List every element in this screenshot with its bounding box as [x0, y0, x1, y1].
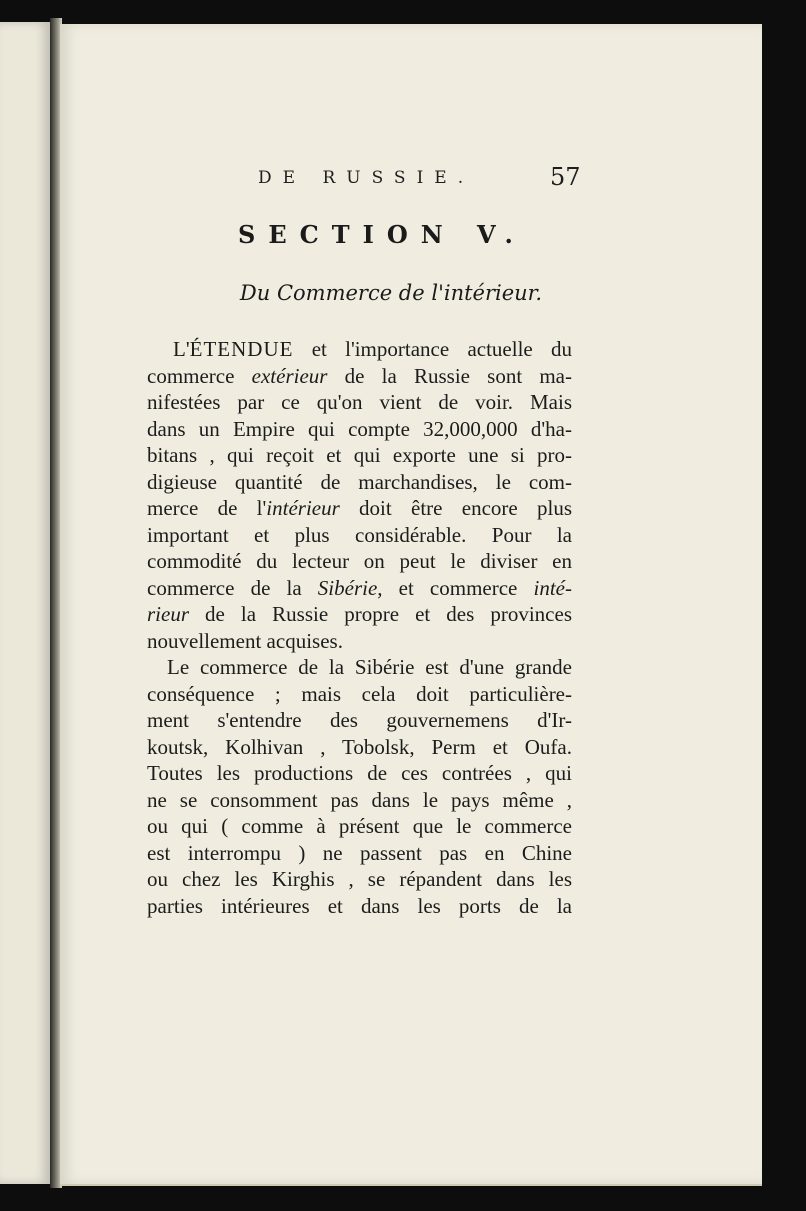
text-line: important et plus considérable. Pour la [147, 522, 572, 547]
text-line: ne se consomment pas dans le pays même , [147, 787, 572, 812]
text-line: commerce extérieur de la Russie sont ma- [147, 363, 573, 388]
text-line: L'ÉTENDUE et l'importance actuelle du [173, 337, 572, 361]
text-line: Le commerce de la Sibérie est d'une grande [167, 655, 572, 679]
text-line: ment s'entendre des gouvernemens d'Ir- [147, 708, 572, 732]
paragraph-2 [147, 654, 572, 919]
page-number: 57 [550, 163, 581, 191]
text-line: Toutes les productions de ces contrées , qui [147, 761, 572, 785]
paragraph-1 [147, 336, 572, 654]
body-text [147, 336, 572, 919]
running-head: DE RUSSIE. [258, 168, 475, 188]
text-line: bitans , qui reçoit et qui exporte une si pro- [147, 443, 572, 467]
text-line: nouvellement acquises. [147, 628, 343, 653]
text-line: est interrompu ) ne passent pas en Chine [147, 840, 572, 865]
text-line: ou chez les Kirghis , se répandent dans les [147, 867, 572, 891]
section-subtitle: Du Commerce de l'intérieur. [239, 281, 543, 305]
text-line: commerce de la Sibérie, et commerce inté- [147, 575, 572, 600]
facing-page-edge [0, 22, 51, 1184]
text-line: merce de l'intérieur doit être encore plus [147, 496, 572, 520]
text-line: ou qui ( comme à présent que le commerce [147, 814, 572, 838]
text-line: koutsk, Kolhivan , Tobolsk, Perm et Oufa. [147, 734, 572, 759]
text-line: rieur de la Russie propre et des provinces [147, 602, 572, 626]
text-line: conséquence ; mais cela doit particulière- [147, 681, 572, 706]
text-line: dans un Empire qui compte 32,000,000 d'ha- [147, 416, 572, 441]
text-line: digieuse quantité de marchandises, le com- [147, 469, 572, 494]
section-title: SECTION V. [238, 220, 526, 249]
text-line: nifestées par ce qu'on vient de voir. Mais [147, 390, 572, 414]
text-line: parties intérieures et dans les ports de la [147, 893, 572, 918]
book-page [60, 24, 762, 1186]
text-line: commodité du lecteur on peut le diviser en [147, 549, 572, 573]
